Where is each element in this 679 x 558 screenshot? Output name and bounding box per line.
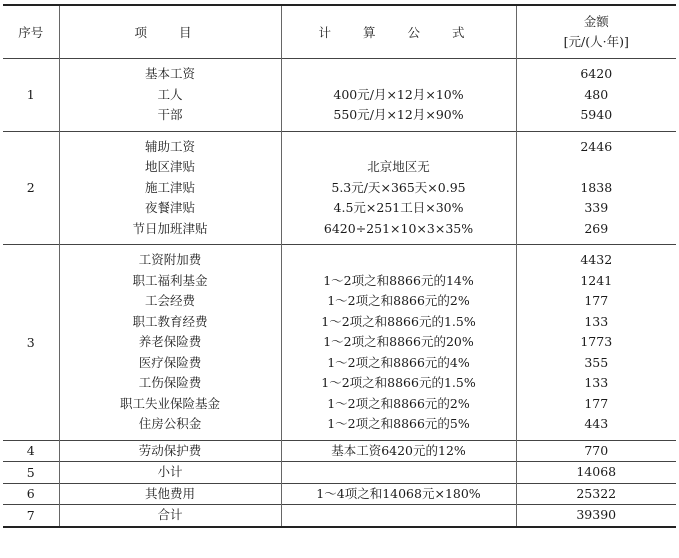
cell-amount [517,157,677,178]
row-index: 6 [3,483,59,505]
cell-item: 职工教育经费 [132,313,208,329]
header-amount [516,5,676,59]
cell-amount: 770 [584,442,609,458]
cell-amount: 133 [584,313,609,329]
col-amount [516,440,676,462]
cell-formula: 1～2项之和8866元的5% [327,416,470,431]
cell-amount: 480 [584,86,609,102]
row-index: 5 [3,462,59,484]
header-item: 项 目 [59,5,281,59]
cell-item: 辅助工资 [144,138,195,154]
cell-formula: 1～2项之和8866元的20% [323,334,474,349]
cell-item: 工会经费 [144,293,195,308]
cell-formula [282,462,516,483]
table-row [3,245,676,441]
col-formula [281,505,516,527]
cell-amount: 1838 [580,179,613,195]
col-item [59,505,281,527]
col-formula [281,440,516,462]
cell-item: 职工失业保险基金 [119,395,220,411]
col-item [59,440,281,462]
col-formula [281,462,516,484]
col-item [59,462,281,484]
cell-amount: 1773 [580,334,613,349]
cell-formula: 1～2项之和8866元的2% [327,293,470,308]
cell-amount: 25322 [576,485,617,501]
cell-formula [282,505,516,526]
table-group [3,440,676,462]
cell-formula [282,64,516,85]
cell-item: 地区津贴 [144,159,195,174]
col-item [59,59,281,132]
cell-formula [282,137,516,158]
cell-formula: 1～2项之和8866元的14% [323,272,474,288]
table-row [3,505,676,527]
cell-item: 夜餐津贴 [144,200,195,215]
cell-item: 施工津贴 [144,179,195,195]
cell-amount: 177 [584,293,609,308]
table-row [3,483,676,505]
table-group [3,131,676,245]
cell-formula: 5.3元/天×365天×0.95 [331,179,466,195]
cell-item: 干部 [157,107,183,122]
cell-amount: 443 [584,416,609,431]
col-amount [516,483,676,505]
cell-formula: 550元/月×12月×90% [333,107,464,122]
cell-item: 节日加班津贴 [132,220,208,236]
header-amount-unit: [元/(人·年)] [563,34,629,49]
cell-amount: 133 [584,375,609,390]
cell-item: 养老保险费 [138,334,202,349]
col-amount [516,131,676,245]
header-index: 序号 [3,5,59,59]
cell-amount: 5940 [580,107,613,122]
cell-item: 劳动保护费 [138,442,202,458]
cell-formula: 1～2项之和8866元的2% [327,395,470,411]
row-index: 3 [3,245,59,441]
col-item [59,245,281,441]
col-formula [281,131,516,245]
cell-amount: 1241 [580,272,613,288]
cell-formula: 基本工资6420元的12% [331,442,466,458]
col-amount [516,59,676,132]
table-group [3,505,676,527]
table-group [3,59,676,132]
col-item [59,131,281,245]
cell-formula: 北京地区无 [367,159,430,174]
cell-item: 合计 [157,507,183,522]
table-group [3,245,676,441]
row-index: 4 [3,440,59,462]
row-index: 7 [3,505,59,527]
table-group [3,483,676,505]
cell-formula: 1～2项之和8866元的1.5% [321,313,476,329]
cell-formula: 4.5元×251工日×30% [333,200,464,215]
cell-item: 工伤保险费 [138,375,202,390]
cell-formula: 1～2项之和8866元的1.5% [321,375,476,390]
cell-item: 工人 [157,86,183,102]
cell-formula: 6420÷251×10×3×35% [323,220,474,236]
col-formula [281,245,516,441]
col-amount [516,462,676,484]
col-item [59,483,281,505]
row-index: 1 [3,59,59,132]
cell-amount: 2446 [580,138,613,154]
table-header [3,5,676,59]
cell-amount: 4432 [580,252,613,267]
cell-formula [282,250,516,271]
col-amount [516,505,676,527]
cell-item: 职工福利基金 [132,272,208,288]
cost-table [3,4,676,528]
cell-item: 医疗保险费 [138,354,202,370]
cell-amount: 339 [584,200,609,215]
table-row [3,440,676,462]
row-index: 2 [3,131,59,245]
table-row [3,462,676,484]
col-formula [281,59,516,132]
cell-amount: 14068 [576,464,617,479]
cell-item: 住房公积金 [138,416,202,431]
cell-item: 其他费用 [144,485,195,501]
cell-amount: 39390 [576,507,617,522]
cell-amount: 355 [584,354,609,370]
table-row [3,131,676,245]
cell-formula: 1～4项之和14068元×180% [316,485,481,501]
cell-amount: 6420 [580,66,613,81]
header-row [3,5,676,59]
cell-amount: 269 [584,220,609,236]
table-group [3,462,676,484]
cell-item: 小计 [157,464,183,479]
col-formula [281,483,516,505]
col-amount [516,245,676,441]
cell-amount: 177 [584,395,609,411]
cell-formula: 1～2项之和8866元的4% [327,354,470,370]
header-formula: 计 算 公 式 [281,5,516,59]
cell-item: 基本工资 [144,66,195,81]
header-amount-label: 金额 [583,14,609,29]
cell-formula: 400元/月×12月×10% [333,86,464,102]
table-row [3,59,676,132]
cell-item: 工资附加费 [138,252,202,267]
